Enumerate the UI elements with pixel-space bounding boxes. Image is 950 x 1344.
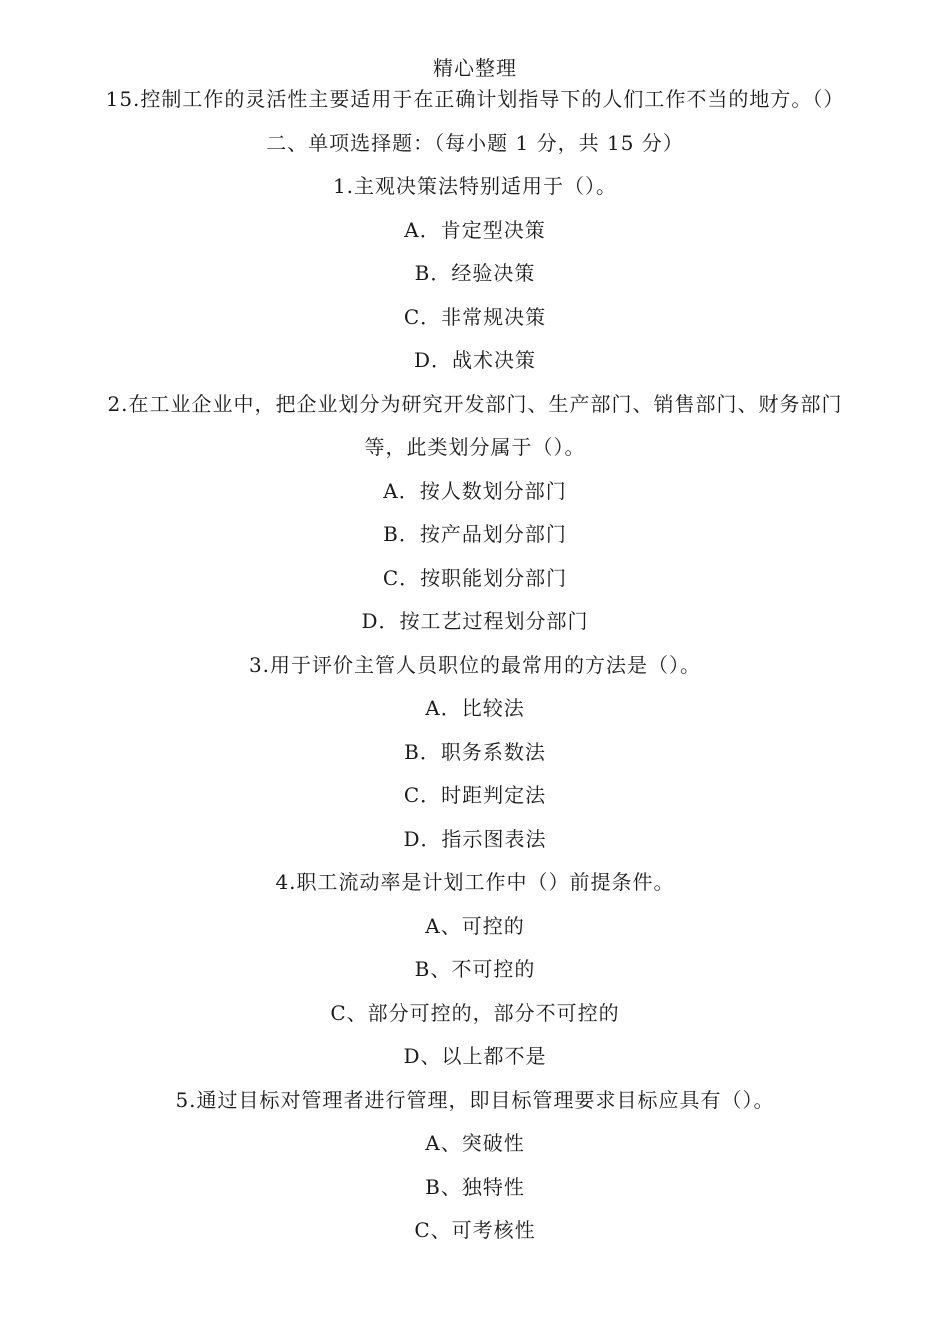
question-4-stem: 4.职工流动率是计划工作中（）前提条件。	[275, 870, 675, 894]
question-3-option-b: B．职务系数法	[404, 739, 546, 764]
question-2-option-d: D．按工艺过程划分部门	[361, 609, 589, 633]
document-body	[70, 78, 880, 1253]
question-3-option-d: D．指示图表法	[403, 826, 547, 851]
question-5-option-c: C、可考核性	[414, 1218, 536, 1242]
question-2-stem-line-1: 2.在工业企业中，把企业划分为研究开发部门、生产部门、销售部门、财务部门	[107, 391, 843, 416]
question-15-statement: 15.控制工作的灵活性主要适用于在正确计划指导下的人们工作不当的地方。（）	[105, 87, 845, 111]
question-1-option-a: A．肯定型决策	[404, 217, 546, 242]
question-3-option-c: C．时距判定法	[403, 783, 547, 807]
question-5-stem: 5.通过目标对管理者进行管理，即目标管理要求目标应具有（）。	[175, 1087, 775, 1112]
question-4-option-b: B、不可控的	[414, 957, 536, 981]
question-1-stem: 1.主观决策法特别适用于（）。	[332, 174, 618, 198]
question-1-option-c: C．非常规决策	[403, 304, 547, 329]
question-3-option-a: A．比较法	[425, 696, 525, 720]
question-4-option-c: C、部分可控的，部分不可控的	[330, 1000, 620, 1025]
question-2-option-a: A．按人数划分部门	[383, 478, 567, 503]
question-1-option-d: D．战术决策	[413, 348, 537, 372]
question-1-option-b: B．经验决策	[414, 261, 536, 285]
question-2-stem-line-2: 等，此类划分属于（）。	[364, 435, 586, 459]
question-5-option-b: B、独特性	[425, 1174, 525, 1199]
question-2-option-c: C．按职能划分部门	[382, 565, 568, 590]
page-header: 精心整理	[433, 56, 517, 80]
question-4-option-a: A、可控的	[425, 913, 525, 938]
question-5-option-a: A、突破性	[425, 1131, 525, 1155]
question-2-option-b: B．按产品划分部门	[383, 522, 567, 546]
section-heading: 二、单项选择题：（每小题 1 分，共 15 分）	[266, 130, 684, 155]
question-4-option-d: D、以上都不是	[403, 1044, 547, 1068]
question-3-stem: 3.用于评价主管人员职位的最常用的方法是（）。	[248, 652, 702, 677]
